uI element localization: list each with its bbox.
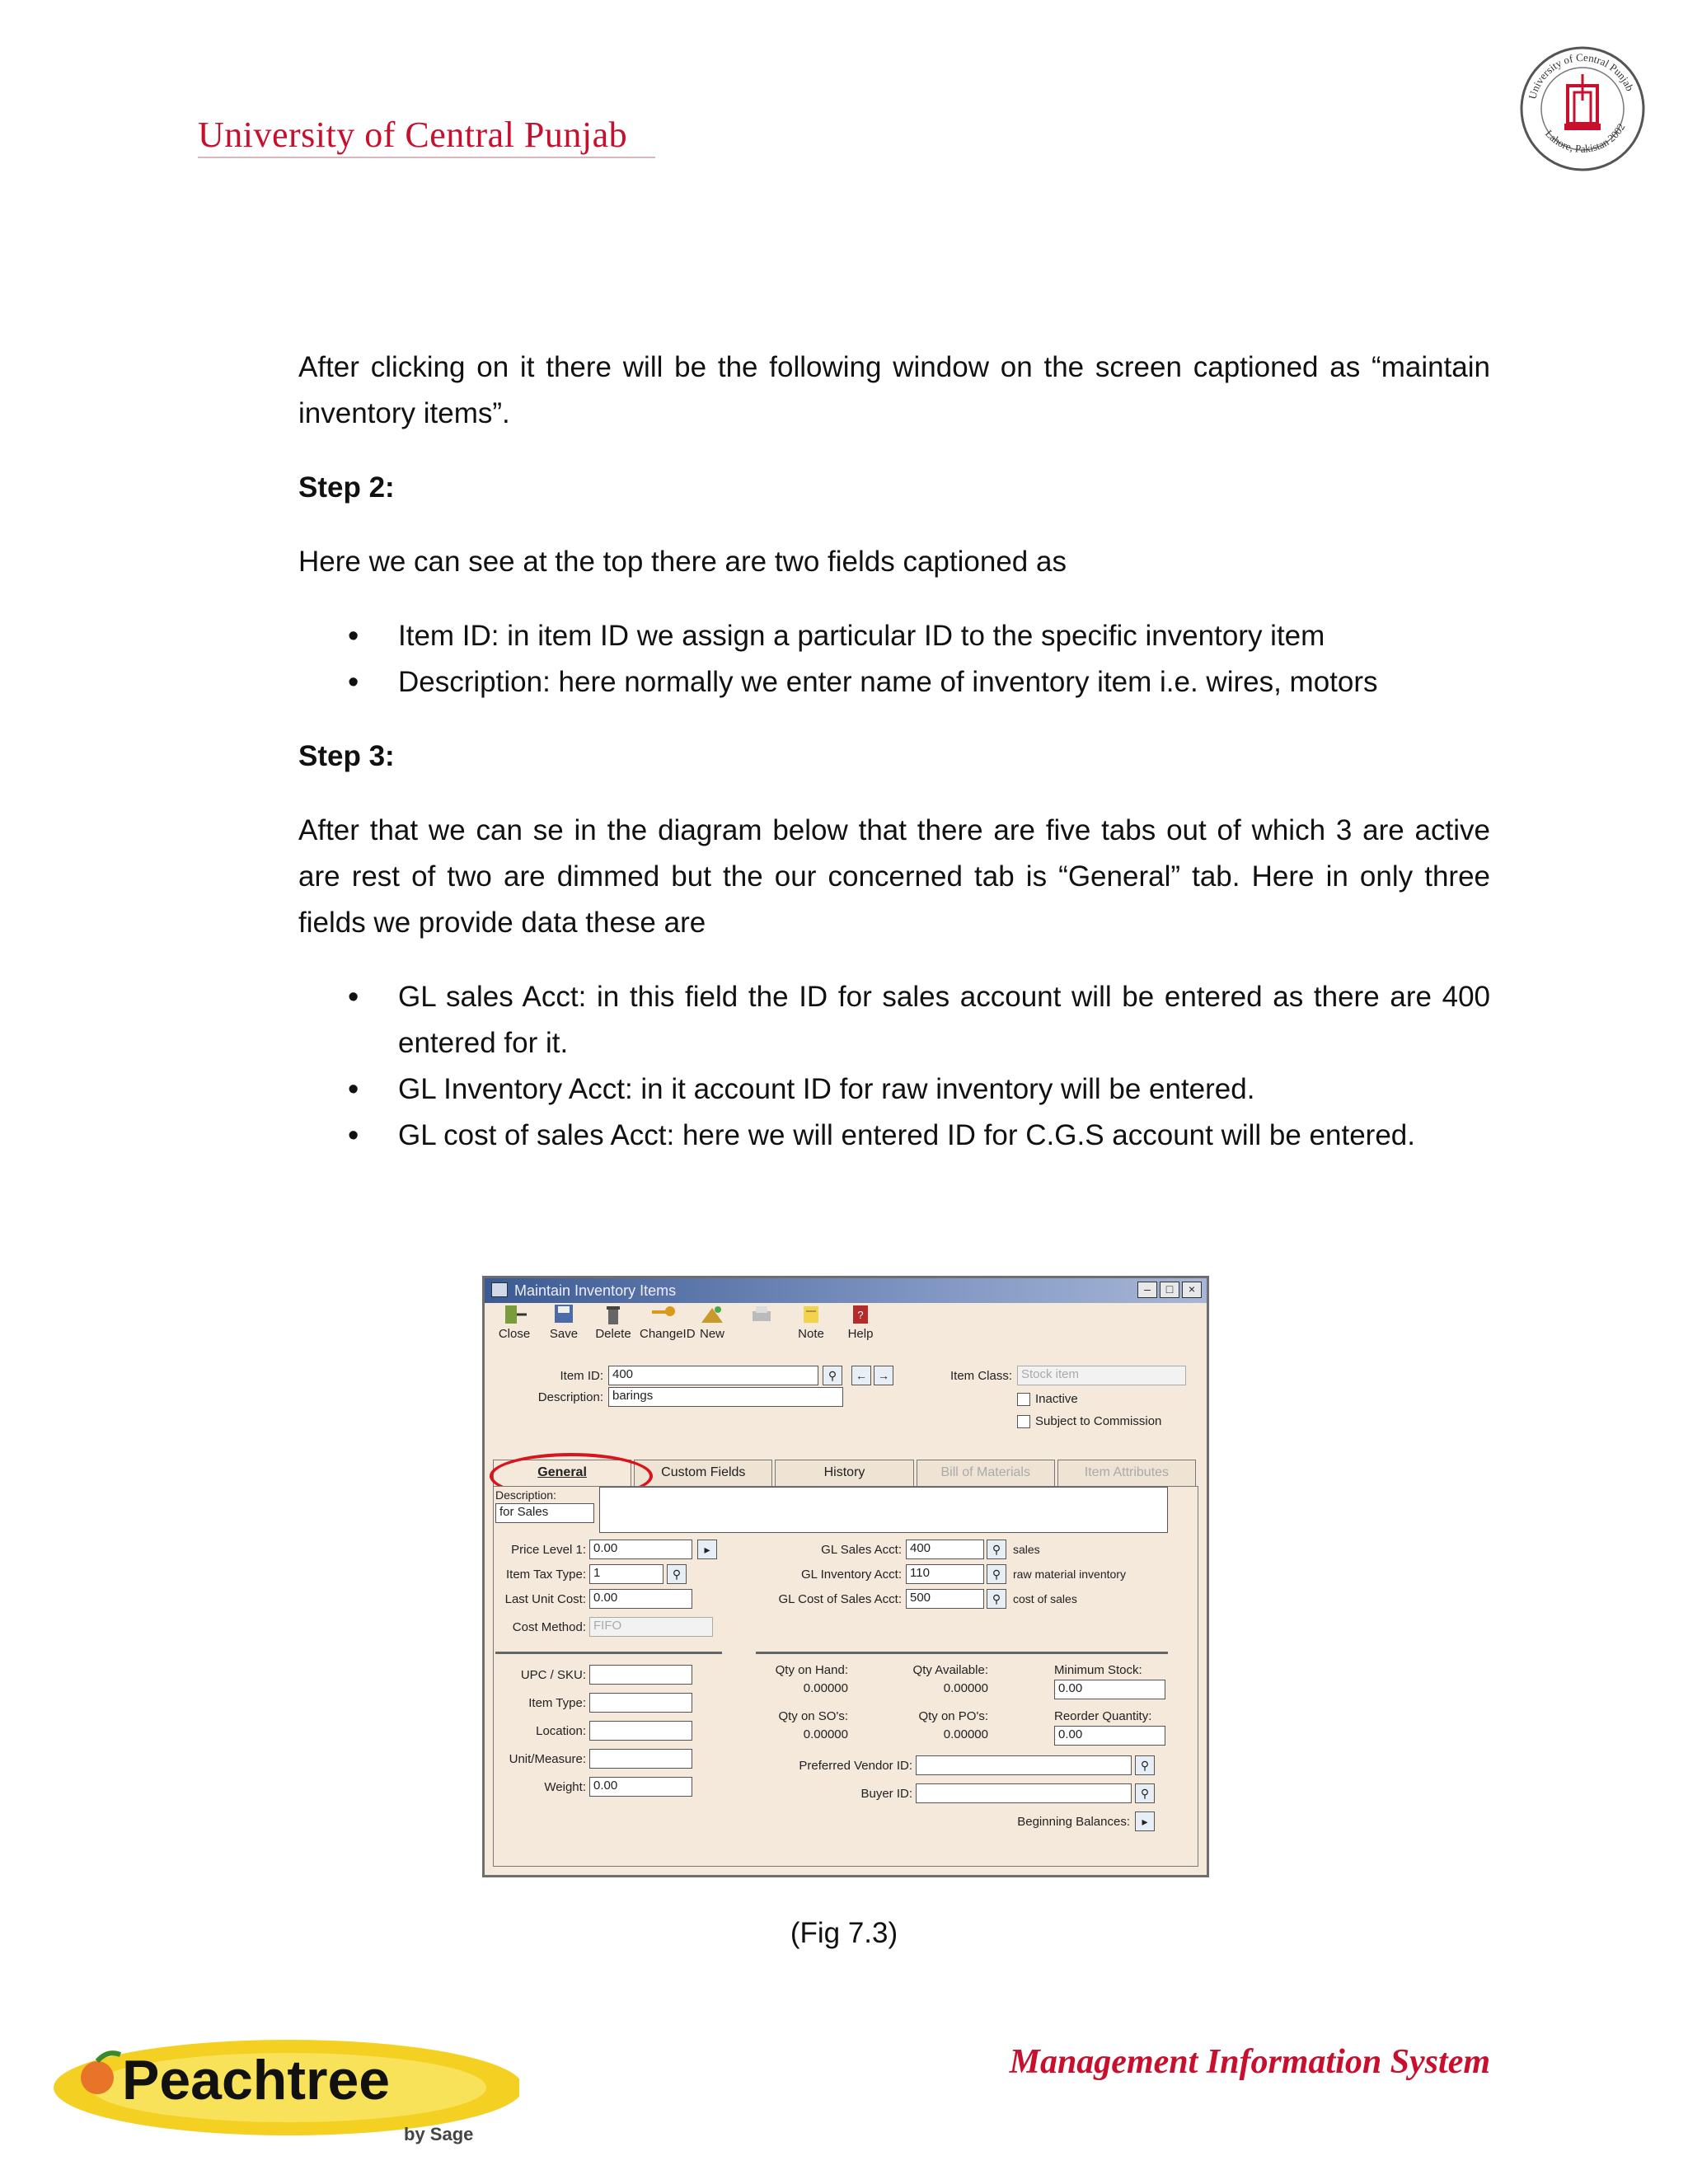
inactive-label: Inactive [1035,1392,1078,1406]
minimum-stock-input[interactable]: 0.00 [1054,1680,1165,1699]
document-body [298,344,1490,1187]
gl-inventory-lookup-icon[interactable]: ⚲ [987,1564,1006,1584]
commission-label: Subject to Commission [1035,1414,1162,1428]
figure-caption: (Fig 7.3) [790,1917,898,1949]
item-type-label: Item Type: [528,1696,586,1710]
tab-item-attributes[interactable]: Item Attributes [1057,1460,1196,1486]
toolbar-disabled-button[interactable] [738,1303,785,1344]
item-type-input[interactable] [589,1693,692,1713]
list-item: • Description: here normally we enter name of inventory item i.e. wires, motors [298,659,1490,705]
trash-icon [599,1303,627,1326]
item-id-input[interactable]: 400 [608,1366,818,1385]
list-item: • GL Inventory Acct: in it account ID for raw inventory will be entered. [298,1066,1490,1113]
long-description-textarea[interactable] [599,1487,1168,1533]
gl-sales-lookup-icon[interactable]: ⚲ [987,1540,1006,1559]
divider-right [756,1652,1168,1654]
tax-type-label: Item Tax Type: [506,1568,586,1582]
unit-measure-input[interactable] [589,1749,692,1769]
preferred-vendor-label: Preferred Vendor ID: [799,1759,912,1773]
help-book-icon [846,1303,874,1326]
qty-on-hand-value: 0.00000 [803,1681,848,1695]
beginning-balances-button[interactable]: ▸ [1135,1811,1155,1831]
svg-text:University of Central Punjab: University of Central Punjab [1526,50,1637,101]
gl-inventory-input[interactable]: 110 [906,1564,984,1584]
gl-cost-of-sales-input[interactable]: 500 [906,1589,984,1609]
description-label: Description: [537,1390,603,1404]
qty-on-po-value: 0.00000 [943,1727,988,1741]
tab-custom-fields[interactable]: Custom Fields [634,1460,772,1486]
gl-inventory-label: GL Inventory Acct: [801,1568,902,1582]
save-icon [550,1303,578,1326]
qty-on-so-value: 0.00000 [803,1727,848,1741]
next-record-icon[interactable]: → [874,1366,893,1385]
tab-general[interactable]: General [493,1460,631,1486]
price-level-arrow-button[interactable]: ▸ [697,1540,717,1559]
gl-cost-of-sales-lookup-icon[interactable]: ⚲ [987,1589,1006,1609]
commission-checkbox[interactable] [1017,1415,1030,1428]
gl-sales-input[interactable]: 400 [906,1540,984,1559]
buyer-lookup-icon[interactable]: ⚲ [1135,1783,1155,1803]
list-item: • GL sales Acct: in this field the ID for sales account will be entered as there are 400 entered for it. [298,974,1490,1066]
svg-text:by Sage: by Sage [404,2124,474,2144]
tax-type-lookup-icon[interactable]: ⚲ [667,1564,687,1584]
key-icon [649,1303,677,1326]
door-close-icon [500,1303,528,1326]
qty-on-so-label: Qty on SO's: [778,1709,848,1723]
window-toolbar [485,1303,1207,1344]
toolbar-help-button[interactable]: ? Help [837,1303,884,1344]
gl-cost-of-sales-label: GL Cost of Sales Acct: [778,1592,902,1606]
reorder-quantity-label: Reorder Quantity: [1054,1709,1152,1723]
weight-input[interactable]: 0.00 [589,1777,692,1797]
bullet-list-fields [298,613,1490,705]
header-underline [198,157,655,158]
buyer-id-input[interactable] [916,1783,1132,1803]
footer-title: Management Information System [1009,2043,1490,2081]
toolbar-changeid-button[interactable]: ChangeID [640,1303,686,1344]
upc-sku-input[interactable] [589,1665,692,1685]
close-window-button[interactable]: × [1182,1282,1202,1298]
toolbar-close-button[interactable]: Close [491,1303,537,1344]
heading-step-3: Step 3: [298,740,395,772]
item-class-label: Item Class: [950,1369,1012,1383]
paragraph-intro: After clicking on it there will be the following window on the screen captioned as “maintain inventory items”. [298,351,1490,429]
tab-history[interactable]: History [775,1460,913,1486]
location-input[interactable] [589,1721,692,1741]
new-item-icon [698,1303,726,1326]
weight-label: Weight: [544,1780,586,1794]
note-icon [797,1303,825,1326]
general-tab-panel [493,1486,1198,1867]
prev-record-icon[interactable]: ← [851,1366,871,1385]
svg-text:Peachtree: Peachtree [122,2049,391,2111]
svg-text:?: ? [857,1309,864,1321]
university-seal-logo [1517,43,1648,175]
description-input[interactable]: barings [608,1387,843,1407]
print-icon [748,1303,776,1326]
qty-available-value: 0.00000 [943,1681,988,1695]
gl-sales-desc: sales [1013,1543,1040,1556]
gl-sales-label: GL Sales Acct: [821,1543,902,1557]
vendor-lookup-icon[interactable]: ⚲ [1135,1755,1155,1775]
preferred-vendor-input[interactable] [916,1755,1132,1775]
toolbar-note-button[interactable]: Note [788,1303,834,1344]
bullet-list-gl-accounts [298,974,1490,1159]
minimum-stock-label: Minimum Stock: [1054,1663,1142,1677]
description-for-select[interactable]: for Sales [495,1503,594,1523]
list-item: • Item ID: in item ID we assign a particular ID to the specific inventory item [298,613,1490,659]
general-description-label: Description: [495,1488,556,1502]
price-level-input[interactable]: 0.00 [589,1540,692,1559]
qty-on-hand-label: Qty on Hand: [775,1663,848,1677]
item-id-lookup-icon[interactable]: ⚲ [823,1366,842,1385]
gl-inventory-desc: raw material inventory [1013,1568,1126,1581]
item-class-select[interactable]: Stock item [1017,1366,1186,1385]
toolbar-new-button[interactable]: New [689,1303,735,1344]
heading-step-2: Step 2: [298,471,395,504]
unit-measure-label: Unit/Measure: [509,1752,586,1766]
item-id-label: Item ID: [560,1369,603,1383]
toolbar-save-button[interactable]: Save [541,1303,587,1344]
qty-on-po-label: Qty on PO's: [918,1709,988,1723]
list-item: • GL cost of sales Acct: here we will entered ID for C.G.S account will be entered. [298,1113,1490,1159]
price-level-label: Price Level 1: [511,1543,586,1557]
window-title: Maintain Inventory Items [514,1282,677,1299]
location-label: Location: [536,1724,586,1738]
maximize-button[interactable]: □ [1160,1282,1179,1298]
gl-cost-of-sales-desc: cost of sales [1013,1592,1077,1605]
inactive-checkbox[interactable] [1017,1393,1030,1406]
last-cost-label: Last Unit Cost: [504,1592,586,1606]
minimize-button[interactable]: – [1137,1282,1157,1298]
peachtree-logo [49,2032,519,2147]
window-app-icon [491,1282,508,1297]
upc-sku-label: UPC / SKU: [520,1668,586,1682]
paragraph-step-2: Here we can see at the top there are two fields captioned as [298,546,1067,578]
qty-available-label: Qty Available: [912,1663,988,1677]
divider-left [495,1652,722,1654]
maintain-inventory-window [482,1276,1209,1877]
tab-bill-of-materials[interactable]: Bill of Materials [917,1460,1055,1486]
last-cost-input[interactable]: 0.00 [589,1589,692,1609]
cost-method-select[interactable]: FIFO [589,1617,713,1637]
beginning-balances-label: Beginning Balances: [1017,1815,1130,1829]
cost-method-label: Cost Method: [512,1620,586,1634]
buyer-id-label: Buyer ID: [860,1787,912,1801]
reorder-quantity-input[interactable]: 0.00 [1054,1726,1165,1746]
svg-text:Lahore, Pakistan 2002: Lahore, Pakistan 2002 [1542,120,1628,155]
paragraph-step-3: After that we can se in the diagram below that there are five tabs out of which 3 are active are rest of two are dimmed but the our concerned tab is “General” tab. Here in only three fields we provide data these are [298,814,1490,939]
page-header-title: University of Central Punjab [198,115,628,155]
window-titlebar [485,1278,1207,1303]
toolbar-delete-button[interactable]: Delete [590,1303,636,1344]
tax-type-input[interactable]: 1 [589,1564,663,1584]
